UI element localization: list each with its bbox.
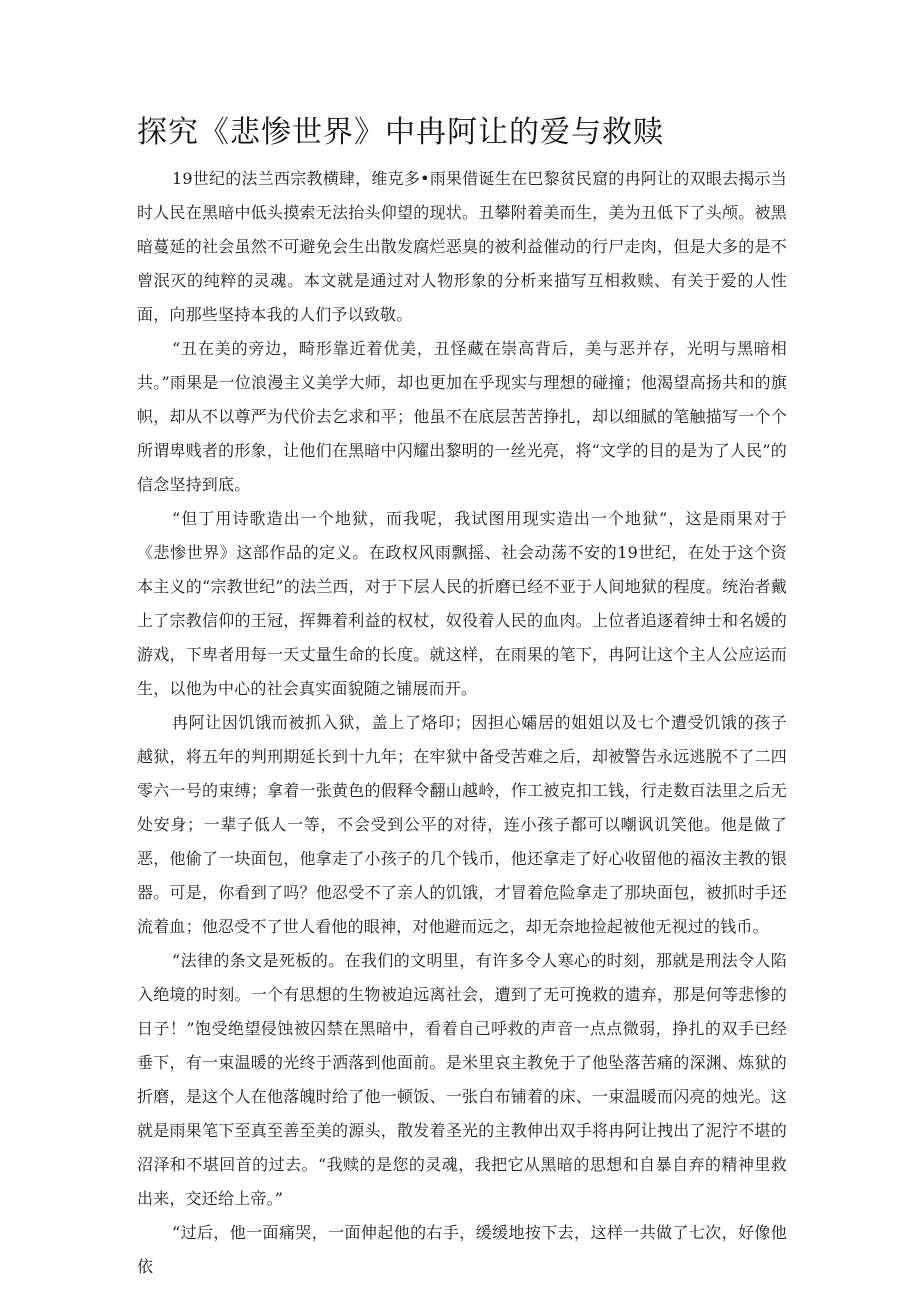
document-title: 探究《悲惨世界》中冉阿让的爱与救赎 — [137, 115, 664, 150]
paragraph: “法律的条文是死板的。在我们的文明里，有许多令人寒心的时刻，那就是刑法令人陷入绝境的时刻。一个有思想的生物被迫远离社会，遭到了无可挽救的遗弃，那是何等悲惨的日子！”饱受绝望侵蚀被囚禁在黑暗中，看着自己呼救的声音一点点微弱，挣扎的双手已经垂下，有一束温暖的光终于洒落到他面前。是米里哀主教免于了他坠落苦痛的深渊、炼狱的折磨，是这个人在他落魄时给了他一顿饭、一张白布铺着的床、一束温暖而闪亮的烛光。这就是雨果笔下至真至善至美的源头，散发着圣光的主教伸出双手将冉阿让拽出了泥泞不堪的沼泽和不堪回首的过去。“我赎的是您的灵魂，我把它从黑暗的思想和自暴自弃的精神里救出来，交还给上帝。” — [137, 951, 787, 1208]
paragraph: 19世纪的法兰西宗教横肆，维克多•雨果借诞生在巴黎贫民窟的冉阿让的双眼去揭示当时人民在黑暗中低头摸索无法抬头仰望的现状。丑攀附着美而生，美为丑低下了头颅。被黑暗蔓延的社会虽然不可避免会生出散发腐烂恶臭的被利益催动的行尸走肉，但是大多的是不曾泯灭的纯粹的灵魂。本文就是通过对人物形象的分析来描写互相救赎、有关于爱的人性面，向那些坚持本我的人们予以致敬。 — [137, 169, 787, 324]
paragraph: “但丁用诗歌造出一个地狱，而我呢，我试图用现实造出一个地狱”，这是雨果对于《悲惨世界》这部作品的定义。在政权风雨飘摇、社会动荡不安的19世纪，在处于这个资本主义的“宗教世纪”的法兰西，对于下层人民的折磨已经不亚于人间地狱的程度。统治者戴上了宗教信仰的王冠，挥舞着利益的权杖，奴役着人民的血肉。上位者追逐着绅士和名媛的游戏，下卑者用每一天丈量生命的长度。就这样，在雨果的笔下，冉阿让这个主人公应运而生，以他为中心的社会真实面貌随之铺展而开。 — [137, 509, 787, 698]
paragraph: 冉阿让因饥饿而被抓入狱，盖上了烙印；因担心孀居的姐姐以及七个遭受饥饿的孩子越狱，将五年的判刑期延长到十九年；在牢狱中备受苦难之后，却被警告永远逃脱不了二四零六一号的束缚；拿着一张黄色的假释令翻山越岭，作工被克扣工钱，行走数百法里之后无处安身；一辈子低人一等，不会受到公平的对待，连小孩子都可以嘲讽讥笑他。他是做了恶，他偷了一块面包，他拿走了小孩子的几个钱币，他还拿走了好心收留他的福汝主教的银器。可是，你看到了吗？他忍受不了亲人的饥饿，才冒着危险拿走了那块面包，被抓时手还流着血；他忍受不了世人看他的眼神，对他避而远之，却无奈地捡起被他无视过的钱币。 — [137, 713, 787, 936]
paragraph: “过后，他一面痛哭，一面伸起他的右手，缓缓地按下去，这样一共做了七次，好像他依 — [137, 1223, 787, 1276]
document-body — [137, 162, 787, 1284]
paragraph: “丑在美的旁边，畸形靠近着优美，丑怪藏在崇高背后，美与恶并存，光明与黑暗相共。”雨果是一位浪漫主义美学大师，却也更加在乎现实与理想的碰撞；他渴望高扬共和的旗帜，却从不以尊严为代价去乞求和平；他虽不在底层苦苦挣扎，却以细腻的笔触描写一个个所谓卑贱者的形象，让他们在黑暗中闪耀出黎明的一丝光亮，将“文学的目的是为了人民”的信念坚持到底。 — [137, 339, 787, 494]
